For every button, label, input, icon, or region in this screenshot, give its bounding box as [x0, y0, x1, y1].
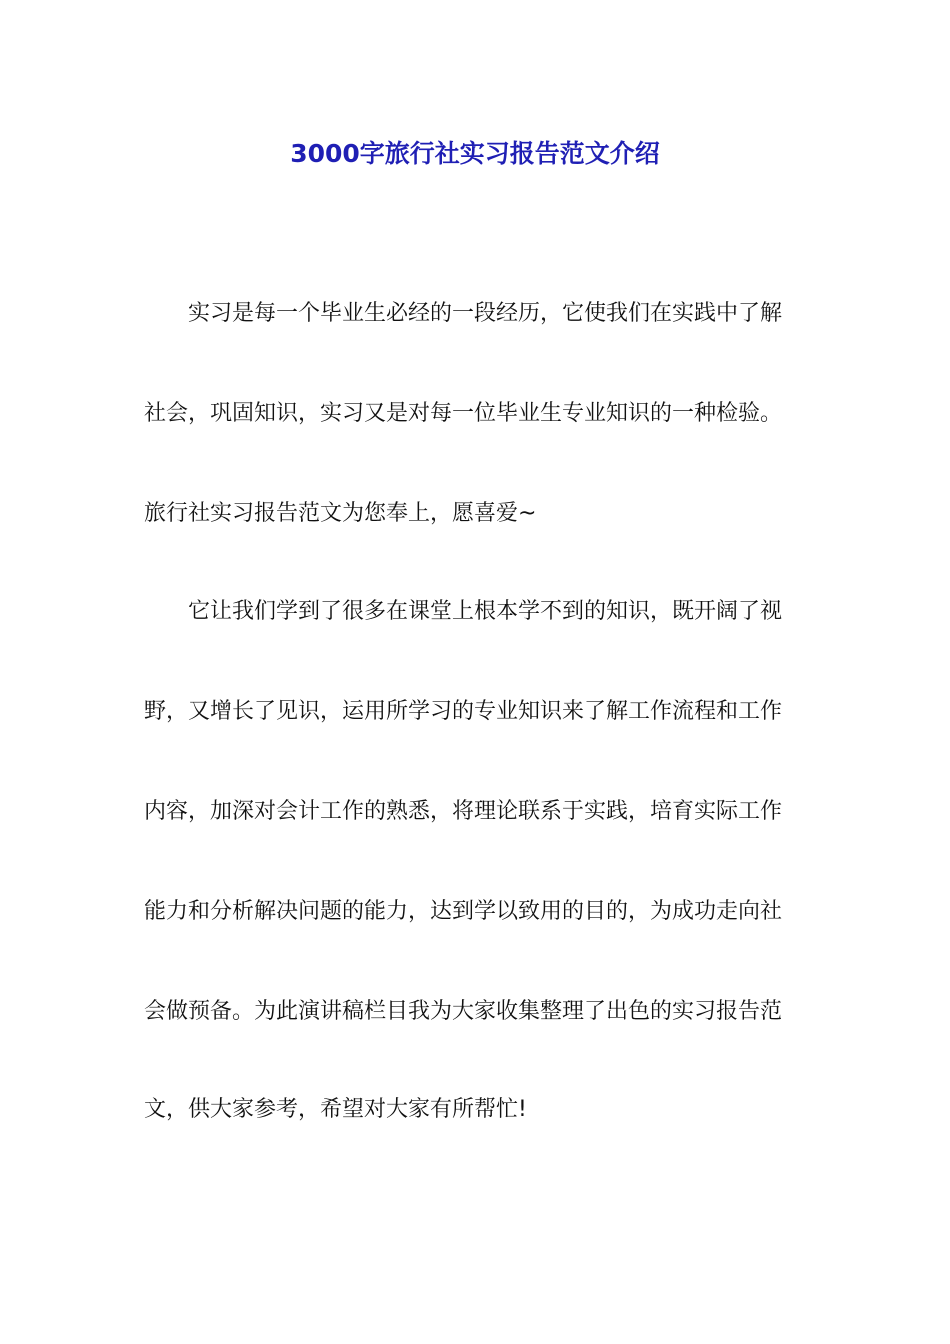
- paragraph-line: 它让我们学到了很多在课堂上根本学不到的知识，既开阔了视: [188, 599, 783, 624]
- paragraph-line: 能力和分析解决问题的能力，达到学以致用的目的，为成功走向社: [144, 899, 783, 924]
- paragraph-line: 社会，巩固知识，实习又是对每一位毕业生专业知识的一种检验。: [144, 401, 783, 426]
- paragraph-line: 文，供大家参考，希望对大家有所帮忙!: [144, 1097, 527, 1122]
- paragraph-line: 旅行社实习报告范文为您奉上，愿喜爱~: [144, 501, 537, 526]
- paragraph-line: 会做预备。为此演讲稿栏目我为大家收集整理了出色的实习报告范: [144, 999, 783, 1024]
- paragraph-line: 实习是每一个毕业生必经的一段经历，它使我们在实践中了解: [188, 301, 783, 326]
- document-title: 3000字旅行社实习报告范文介绍: [290, 139, 660, 168]
- paragraph-line: 内容，加深对会计工作的熟悉，将理论联系于实践，培育实际工作: [144, 799, 783, 824]
- paragraph-line: 野，又增长了见识，运用所学习的专业知识来了解工作流程和工作: [144, 699, 783, 724]
